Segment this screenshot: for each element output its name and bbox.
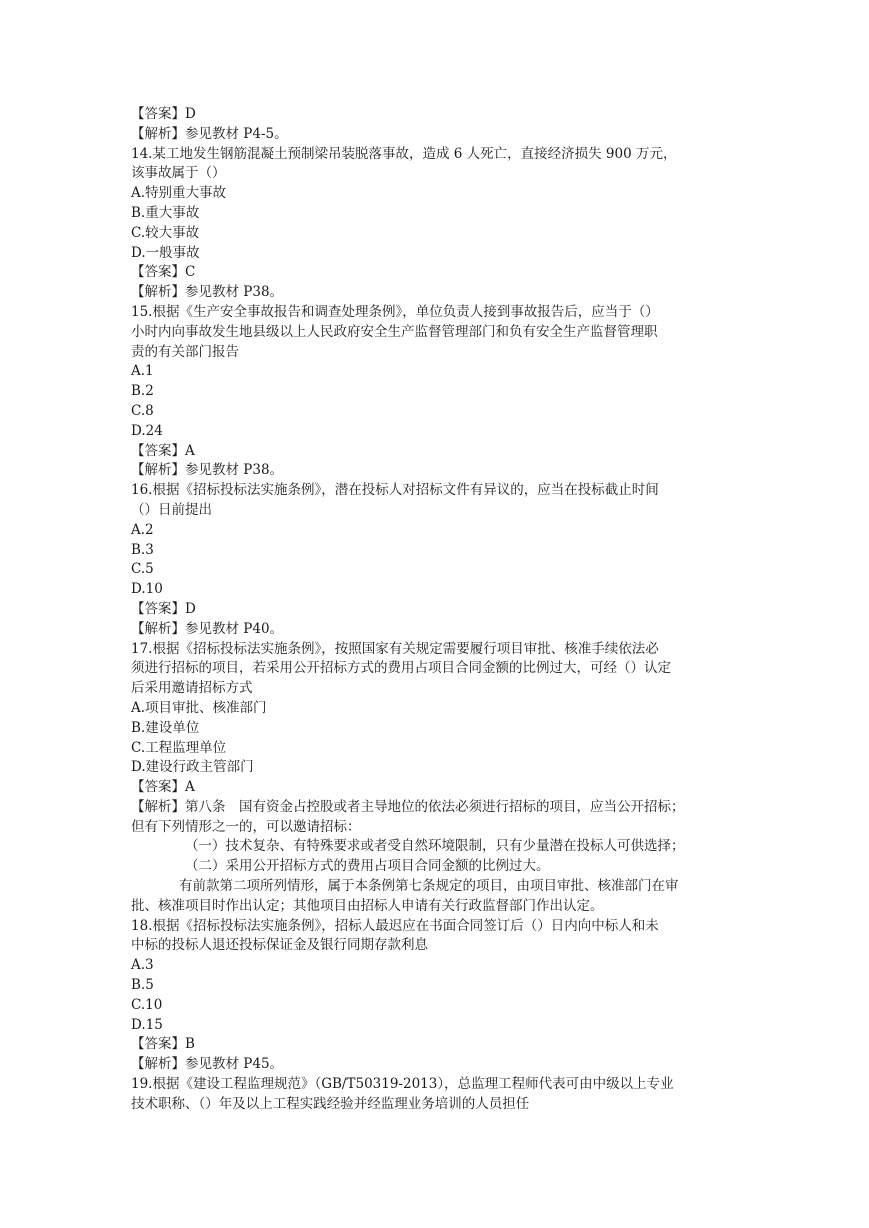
question-17-text-cont: 后采用邀请招标方式 [131, 680, 253, 697]
option-b: B.5 [131, 977, 154, 994]
explanation-line: 【解析】第八条 国有资金占控股或者主导地位的依法必须进行招标的项目，应当公开招标； [131, 798, 685, 815]
explanation-clause-2: （二）采用公开招标方式的费用占项目合同金额的比例过大。 [185, 858, 550, 875]
option-c: C.10 [131, 996, 163, 1013]
explanation-line: 【解析】参见教材 P45。 [131, 1056, 284, 1073]
option-b: B.2 [131, 383, 154, 400]
question-15-text-cont: 责的有关部门报告 [131, 343, 239, 360]
option-d: D.10 [131, 581, 163, 598]
answer-line: 【答案】D [131, 106, 196, 122]
option-c: C.5 [131, 561, 154, 578]
option-a: A.1 [131, 363, 154, 380]
question-18-text: 18.根据《招标投标法实施条例》，招标人最迟应在书面合同签订后（）日内向中标人和未 [131, 917, 659, 934]
answer-line: 【答案】C [131, 264, 196, 281]
explanation-line: 【解析】参见教材 P4-5。 [131, 125, 288, 142]
question-17-text-cont: 须进行招标的项目，若采用公开招标方式的费用占项目合同金额的比例过大，可经（）认定 [131, 660, 671, 677]
explanation-paragraph: 有前款第二项所列情形，属于本条例第七条规定的项目，由项目审批、核准部门在审 [179, 878, 679, 895]
question-15-text: 15.根据《生产安全事故报告和调查处理条例》，单位负责人接到事故报告后，应当于（） [131, 303, 659, 320]
option-c: C.较大事故 [131, 224, 200, 241]
option-a: A.特别重大事故 [131, 185, 227, 202]
option-b: B.建设单位 [131, 719, 200, 736]
question-18-text-cont: 中标的投标人退还投标保证金及银行同期存款利息 [131, 937, 428, 954]
question-17-text: 17.根据《招标投标法实施条例》，按照国家有关规定需要履行项目审批、核准手续依法必 [131, 640, 659, 657]
explanation-line: 【解析】参见教材 P38。 [131, 284, 284, 301]
question-16-text: 16.根据《招标投标法实施条例》，潜在投标人对招标文件有异议的，应当在投标截止时间 [131, 482, 659, 499]
option-d: D.15 [131, 1016, 163, 1033]
option-c: C.工程监理单位 [131, 739, 227, 756]
question-16-text-cont: （）日前提出 [131, 501, 212, 518]
option-d: D.一般事故 [131, 244, 200, 261]
option-d: D.建设行政主管部门 [131, 759, 254, 776]
explanation-clause-1: （一）技术复杂、有特殊要求或者受自然环境限制，只有少量潜在投标人可供选择； [185, 838, 685, 855]
answer-line: 【答案】D [131, 600, 196, 617]
option-b: B.3 [131, 541, 154, 558]
question-14-text-cont: 该事故属于（） [131, 165, 226, 182]
explanation-paragraph-cont: 批、核准项目时作出认定；其他项目由招标人申请有关行政监督部门作出认定。 [131, 897, 604, 914]
question-19-text-cont: 技术职称、（）年及以上工程实践经验并经监理业务培训的人员担任 [131, 1095, 530, 1112]
explanation-line-cont: 但有下列情形之一的，可以邀请招标： [131, 818, 361, 835]
option-a: A.2 [131, 521, 154, 538]
answer-line: 【答案】A [131, 442, 195, 459]
question-19-text: 19.根据《建设工程监理规范》（GB/T50319-2013），总监理工程师代表可由中级以上专业 [131, 1076, 674, 1093]
explanation-line: 【解析】参见教材 P38。 [131, 462, 284, 479]
option-c: C.8 [131, 402, 154, 419]
option-d: D.24 [131, 422, 163, 439]
option-a: A.项目审批、核准部门 [131, 699, 267, 716]
answer-line: 【答案】B [131, 1036, 195, 1053]
question-14-text: 14.某工地发生钢筋混凝土预制梁吊装脱落事故，造成 6 人死亡，直接经济损失 900 万元， [131, 145, 677, 162]
option-a: A.3 [131, 957, 154, 974]
option-b: B.重大事故 [131, 204, 200, 221]
question-15-text-cont: 小时内向事故发生地县级以上人民政府安全生产监督管理部门和负有安全生产监督管理职 [131, 323, 658, 340]
answer-line: 【答案】A [131, 779, 195, 796]
explanation-line: 【解析】参见教材 P40。 [131, 620, 284, 637]
document-body [131, 105, 741, 1115]
